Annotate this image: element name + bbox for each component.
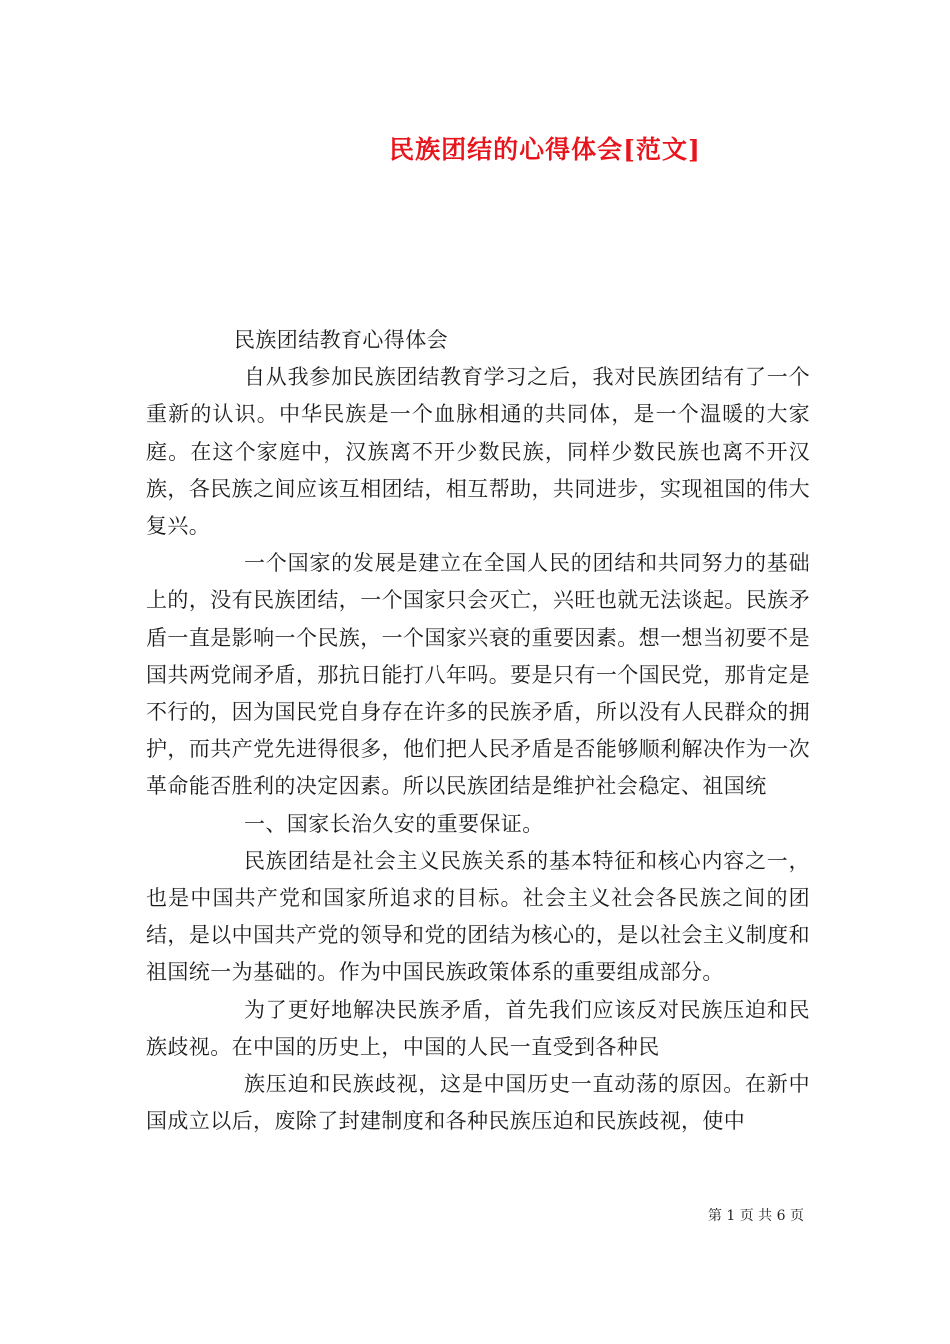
paragraph: 为了更好地解决民族矛盾，首先我们应该反对民族压迫和民族歧视。在中国的历史上，中国的人民一直受到各种民 bbox=[146, 997, 810, 1059]
document-subtitle: 民族团结教育心得体会 bbox=[234, 328, 448, 352]
document-body bbox=[146, 322, 810, 1140]
paragraph: 民族团结是社会主义民族关系的基本特征和核心内容之一，也是中国共产党和国家所追求的目标。社会主义社会各民族之间的团结，是以中国共产党的领导和党的团结为核心的，是以社会主义制度和祖国统一为基础的。作为中国民族政策体系的重要组成部分。 bbox=[146, 848, 810, 985]
paragraph: 一个国家的发展是建立在全国人民的团结和共同努力的基础上的，没有民族团结，一个国家只会灭亡，兴旺也就无法谈起。民族矛盾一直是影响一个民族，一个国家兴衰的重要因素。想一想当初要不是国共两党闹矛盾，那抗日能打八年吗。要是只有一个国民党，那肯定是不行的，因为国民党自身存在许多的民族矛盾，所以没有人民群众的拥护，而共产党先进得很多，他们把人民矛盾是否能够顺利解决作为一次革命能否胜利的决定因素。所以民族团结是维护社会稳定、祖国统 bbox=[146, 551, 810, 799]
paragraph: 自从我参加民族团结教育学习之后，我对民族团结有了一个重新的认识。中华民族是一个血脉相通的共同体，是一个温暖的大家庭。在这个家庭中，汉族离不开少数民族，同样少数民族也离不开汉族，各民族之间应该互相团结，相互帮助，共同进步，实现祖国的伟大复兴。 bbox=[146, 365, 810, 539]
page-number-footer: 第 1 页 共 6 页 bbox=[707, 1208, 804, 1224]
paragraph: 族压迫和民族歧视，这是中国历史一直动荡的原因。在新中国成立以后，废除了封建制度和各种民族压迫和民族歧视，使中 bbox=[146, 1072, 810, 1134]
paragraph: 一、国家长治久安的重要保证。 bbox=[244, 811, 544, 836]
document-title: 民族团结的心得体会[范文] bbox=[389, 135, 701, 164]
